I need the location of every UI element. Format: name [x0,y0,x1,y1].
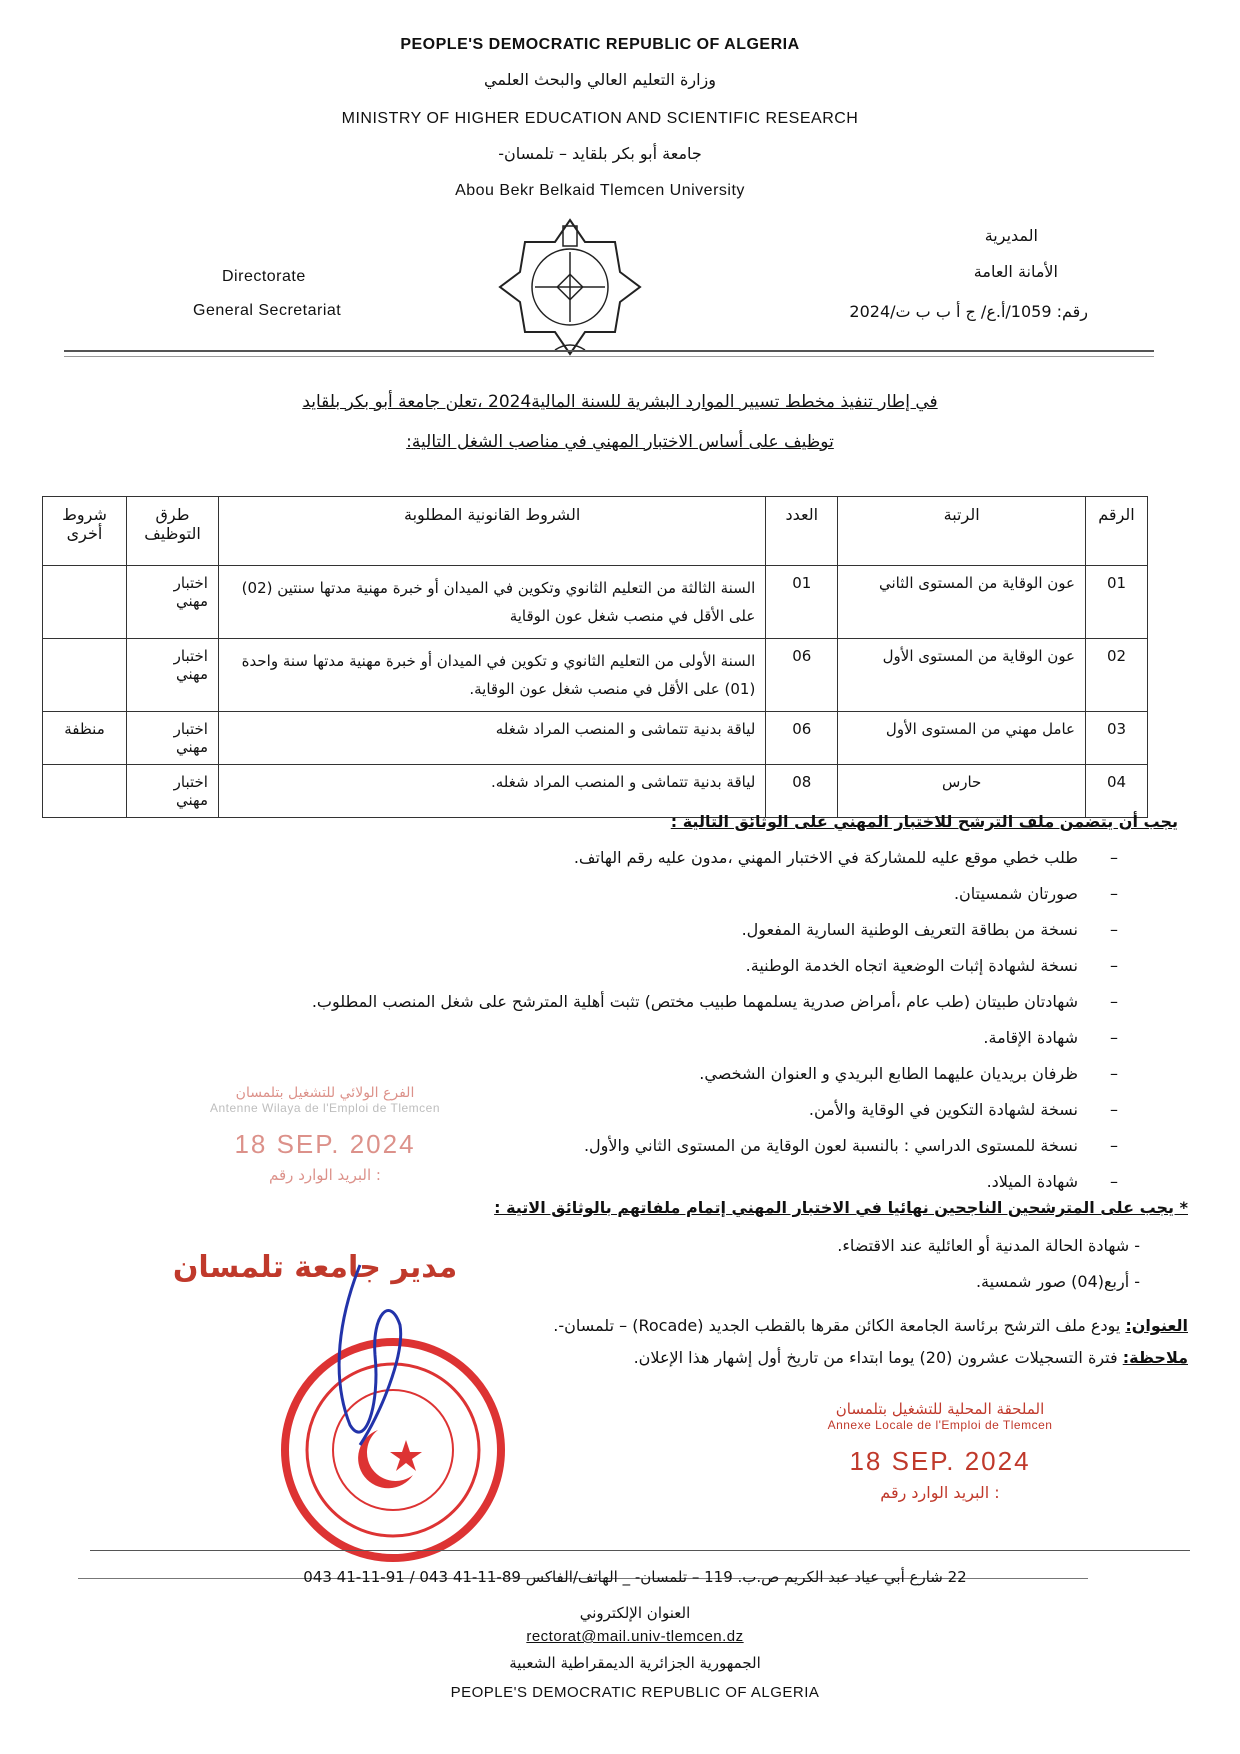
note-block [634,1348,1188,1367]
reference-number: رقم: 1059/أ.ع/ ج أ ب ب ت/2024 [849,302,1088,321]
stamp-text: البريد الوارد رقم : [880,1483,1000,1502]
stamp-text: Antenne Wilaya de l'Emploi de Tlemcen [209,1101,440,1115]
intro-line-1: في إطار تنفيذ مخطط تسيير الموارد البشرية للسنة المالية2024 ،تعلن جامعة أبو بكر بلقايد [302,392,938,412]
row-conditions: لياقة بدنية تتماشى و المنصب المراد شغله. [218,765,765,818]
row-rank: عون الوقاية من المستوى الأول [838,639,1086,712]
secretariat-en: General Secretariat [193,302,342,319]
row-count: 08 [766,765,838,818]
university-name-en: Abou Bekr Belkaid Tlemcen University [455,182,745,199]
header-other: شروط أخرى [43,497,127,566]
footer-email[interactable]: rectorat@mail.univ-tlemcen.dz [526,1628,744,1645]
footer-divider [90,1550,1190,1551]
stamp-text: الملحقة المحلية للتشغيل بتلمسان [835,1400,1045,1418]
row-other [43,566,127,639]
row-rank: عون الوقاية من المستوى الثاني [838,566,1086,639]
header-method: طرق التوظيف [127,497,219,566]
table-row [43,639,1148,712]
list-item: – نسخة لشهادة إثبات الوضعية اتجاه الخدمة الوطنية. [118,948,1118,984]
note-text: فترة التسجيلات عشرون (20) يوما ابتداء من تاريخ أول إشهار هذا الإعلان. [633,1348,1118,1367]
ministry-title-ar: وزارة التعليم العالي والبحث العلمي [484,70,716,89]
header-num: الرقم [1086,497,1148,566]
header-count: العدد [766,497,838,566]
address-label: العنوان: [1125,1316,1188,1335]
address-block [553,1316,1188,1335]
footer-email-label: العنوان الإلكتروني [579,1604,691,1622]
row-count: 06 [766,712,838,765]
list-item: – نسخة للمستوى الدراسي : بالنسبة لعون الوقاية من المستوى الثاني والأول. [118,1128,1118,1164]
table-row [43,712,1148,765]
wilaya-employment-stamp [195,1085,455,1184]
row-other [43,639,127,712]
footer-country-ar: الجمهورية الجزائرية الديمقراطية الشعبية [509,1654,761,1672]
university-name-ar: جامعة أبو بكر بلقايد – تلمسان- [498,144,702,163]
row-other: منظفة [43,712,127,765]
table-row [43,765,1148,818]
list-item: – نسخة من بطاقة التعريف الوطنية السارية المفعول. [118,912,1118,948]
list-item: – صورتان شمسيتان. [118,876,1118,912]
list-item: – شهادة الميلاد. [118,1164,1118,1200]
footer-address: 22 شارع أبي عياد عبد الكريم ص.ب. 119 – تلمسان- _ الهاتف/الفاكس 89-11-41 043 / 91-11-41 043 [303,1568,967,1586]
list-item: – شهادتان طبيتان (طب عام ،أمراض صدرية يسلمهما طبيب مختص) تثبت أهلية المترشح على شغل المنصب المطلوب. [118,984,1118,1020]
table-row [43,566,1148,639]
stamp-text: Annexe Locale de l'Emploi de Tlemcen [827,1418,1053,1432]
jobs-table [42,496,1148,818]
local-employment-stamp [805,1400,1075,1502]
stamp-text: الفرع الولائي للتشغيل بتلمسان [235,1085,415,1101]
rector-stamp [160,1250,470,1285]
note-label: ملاحظة: [1122,1348,1188,1367]
list-item: – نسخة لشهادة التكوين في الوقاية والأمن. [118,1092,1118,1128]
secretariat-ar: الأمانة العامة [973,262,1058,281]
stamp-date: 18 SEP. 2024 [849,1446,1031,1476]
directorate-en: Directorate [222,268,306,285]
list-item: – طلب خطي موقع عليه للمشاركة في الاختبار المهني ،مدون عليه رقم الهاتف. [118,840,1118,876]
ministry-title-en: MINISTRY OF HIGHER EDUCATION AND SCIENTIFIC RESEARCH [341,110,859,127]
address-text: يودع ملف الترشح برئاسة الجامعة الكائن مقرها بالقطب الجديد (Rocade) – تلمسان-. [553,1316,1121,1335]
row-method: اختبار مهني [127,566,219,639]
row-conditions: لياقة بدنية تتماشى و المنصب المراد شغله [218,712,765,765]
row-count: 01 [766,566,838,639]
row-method: اختبار مهني [127,639,219,712]
table-header-row [43,497,1148,566]
row-num: 04 [1086,765,1148,818]
documents-title: يجب أن يتضمن ملف الترشح للاختبار المهني على الوثائق التالية : [670,812,1178,831]
row-method: اختبار مهني [127,712,219,765]
directorate-ar: المديرية [984,226,1038,245]
intro-line-2: توظيف على أساس الاختبار المهني في مناصب الشغل التالية: [406,432,834,452]
final-item: - شهادة الحالة المدنية أو العائلية عند الاقتضاء. [837,1236,1140,1255]
row-num: 02 [1086,639,1148,712]
row-rank: عامل مهني من المستوى الأول [838,712,1086,765]
stamp-text: البريد الوارد رقم : [269,1166,381,1184]
signature [320,1255,410,1455]
university-logo [495,212,645,362]
row-conditions: السنة الأولى من التعليم الثانوي و تكوين في الميدان أو خبرة مهنية مدتها سنة واحدة (01) على الأقل في منصب شغل عون الوقاية. [218,639,765,712]
row-num: 03 [1086,712,1148,765]
final-item: - أربع(04) صور شمسية. [975,1272,1140,1291]
list-item: – شهادة الإقامة. [118,1020,1118,1056]
row-other [43,765,127,818]
header-divider [64,350,1154,352]
stamp-date: 18 SEP. 2024 [234,1129,416,1159]
final-title: * يجب على المترشحين الناجحين نهائيا في الاختبار المهني إتمام ملفاتهم بالوثائق الاتية : [494,1198,1188,1217]
row-rank: حارس [838,765,1086,818]
row-count: 06 [766,639,838,712]
country-title-en: PEOPLE'S DEMOCRATIC REPUBLIC OF ALGERIA [400,36,800,53]
header-divider-thin [64,356,1154,357]
row-method: اختبار مهني [127,765,219,818]
row-num: 01 [1086,566,1148,639]
row-conditions: السنة الثالثة من التعليم الثانوي وتكوين في الميدان أو خبرة مهنية مدتها سنتين (02) على الأقل في منصب شغل عون الوقاية [218,566,765,639]
header-conditions: الشروط القانونية المطلوبة [218,497,765,566]
stamp-text: مدير جامعة تلمسان [172,1250,458,1285]
footer-country-en: PEOPLE'S DEMOCRATIC REPUBLIC OF ALGERIA [450,1684,820,1701]
list-item: – ظرفان بريديان عليهما الطابع البريدي و العنوان الشخصي. [118,1056,1118,1092]
header-rank: الرتبة [838,497,1086,566]
